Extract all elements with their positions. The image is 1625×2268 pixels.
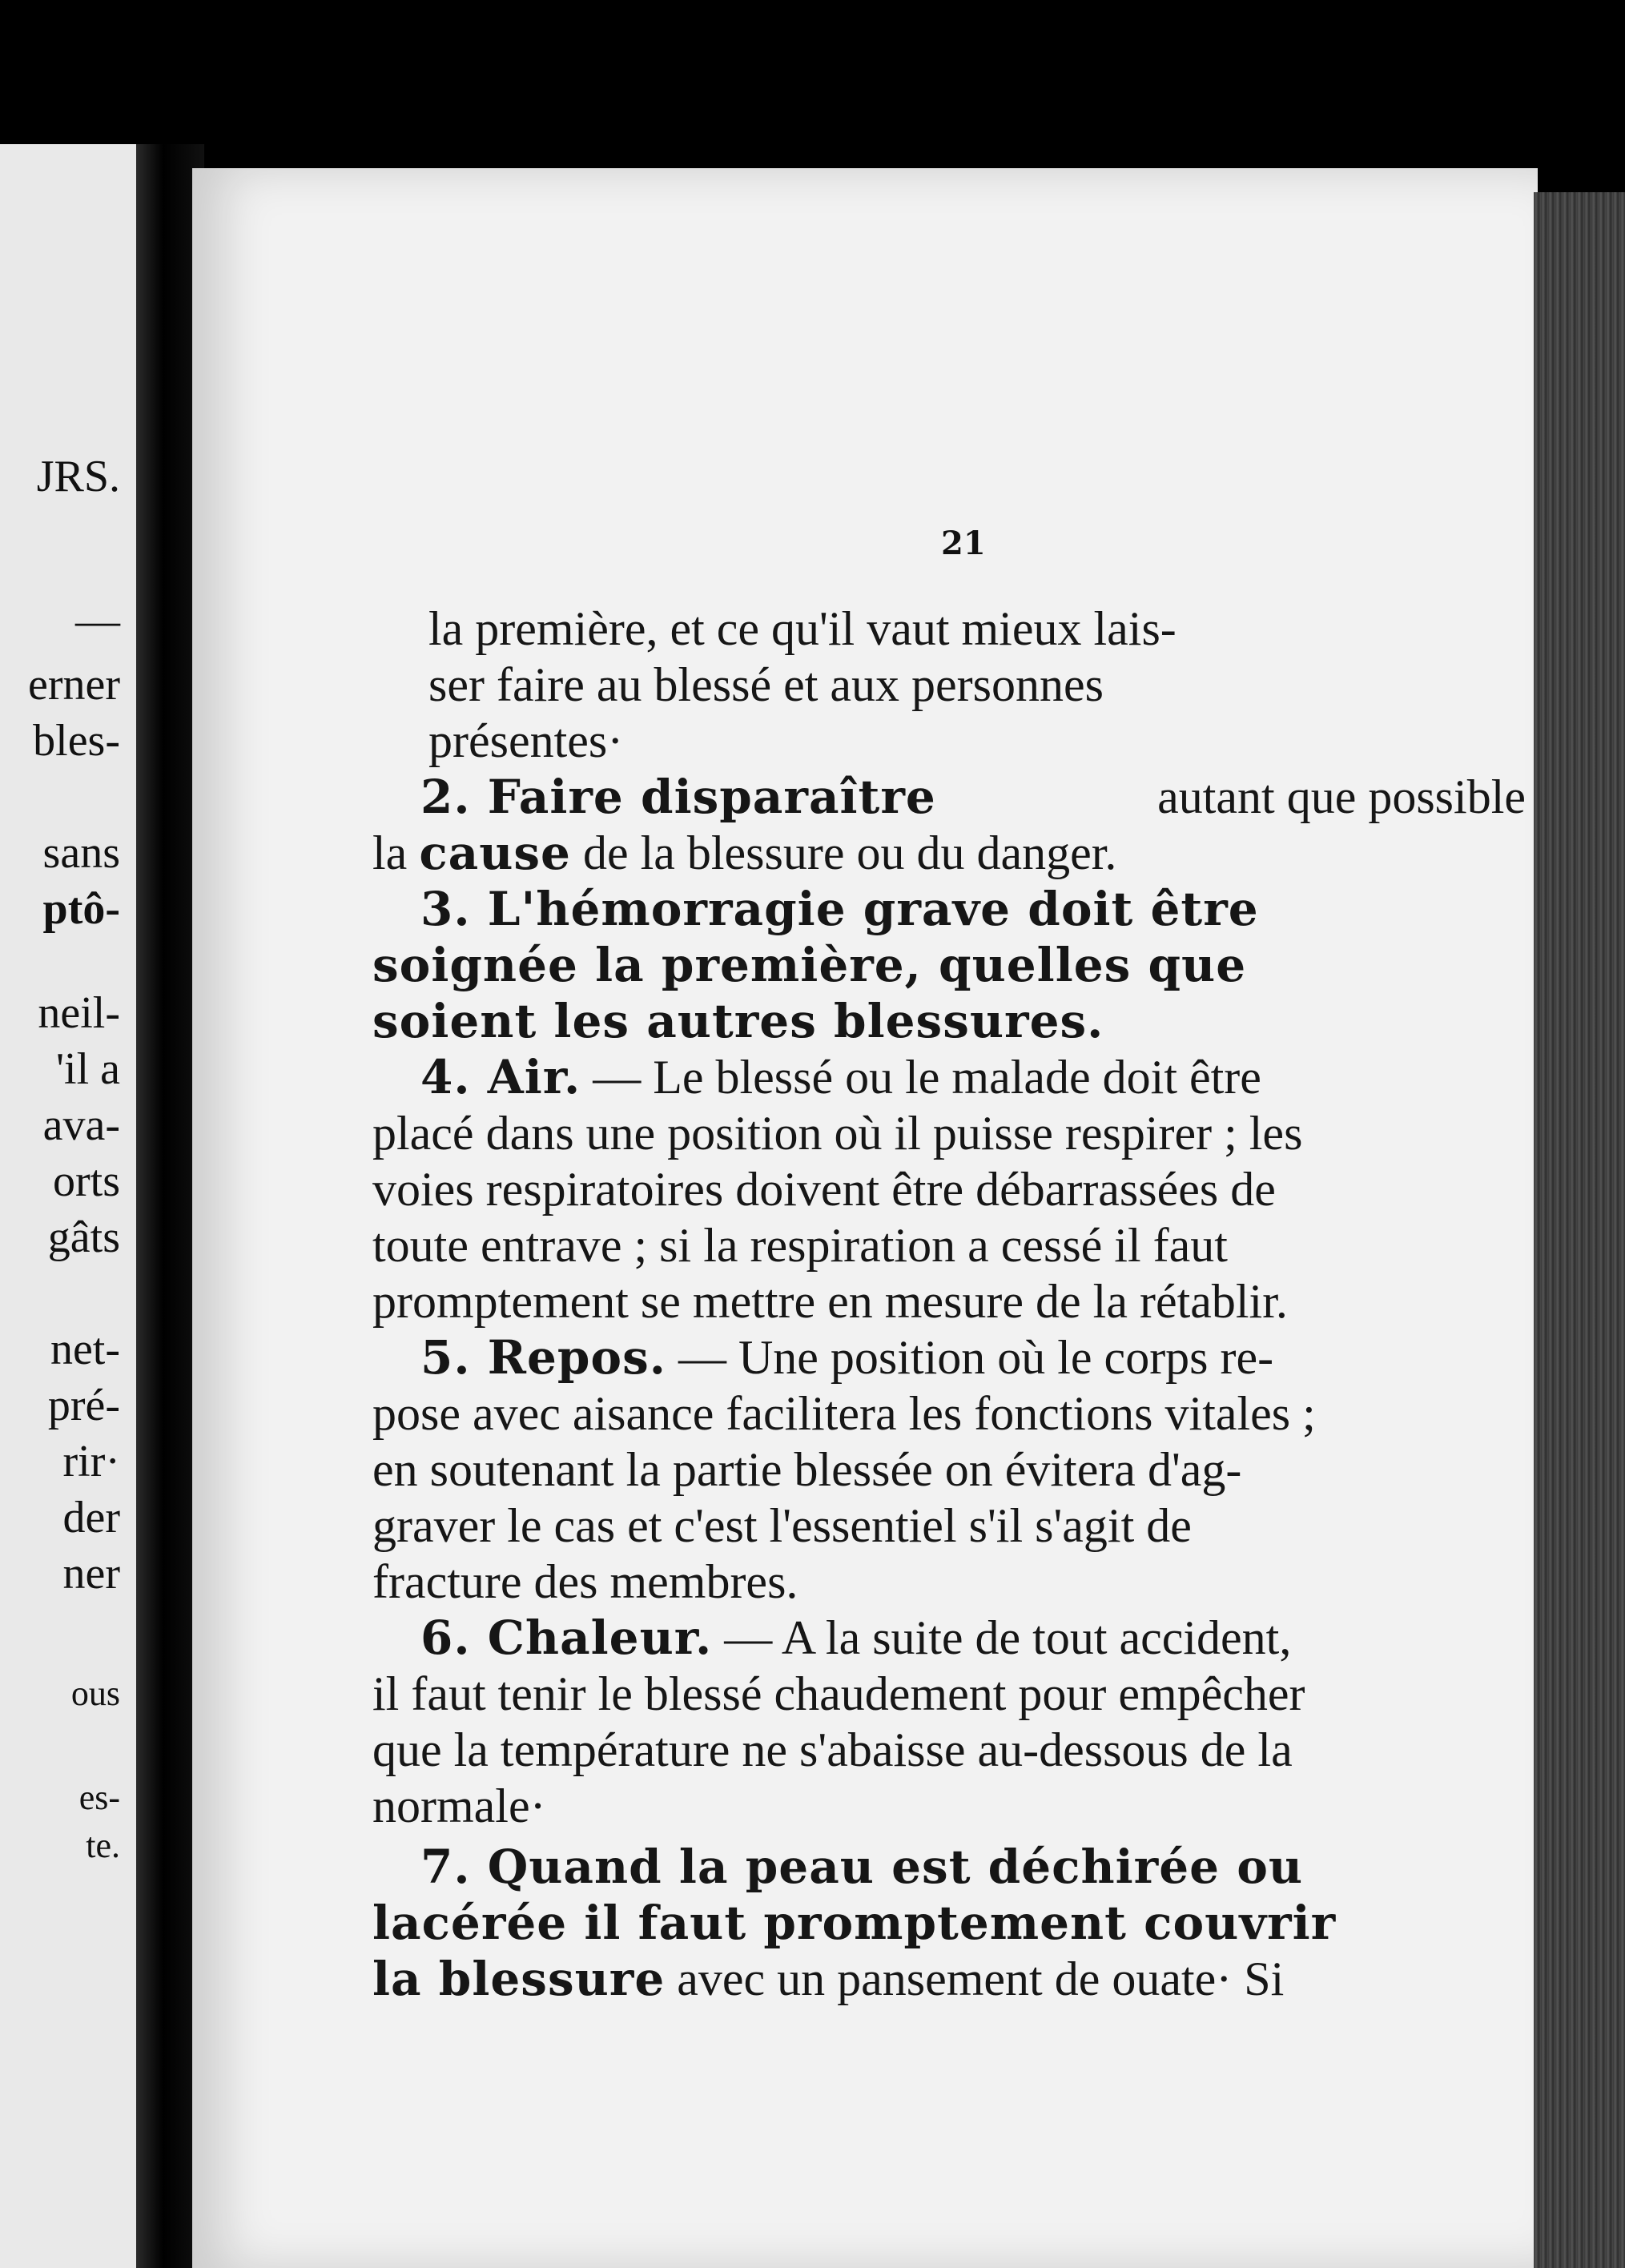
text-span: en soutenant la partie blessée on évitera d'ag- xyxy=(372,1443,1242,1496)
left-line: gâts xyxy=(47,1212,120,1262)
paragraph-4-line xyxy=(372,1161,1526,1217)
text-span: autant que possible xyxy=(1157,770,1526,823)
bold-term: cause xyxy=(419,826,571,880)
left-line: pré- xyxy=(47,1381,120,1430)
text-span: graver le cas et c'est l'essentiel s'il s'agit de xyxy=(372,1499,1192,1552)
paragraph-4-line xyxy=(372,1273,1526,1329)
left-line: erner xyxy=(27,660,120,710)
bold-heading: 6. Chaleur. xyxy=(420,1611,713,1665)
left-line: ava- xyxy=(42,1100,120,1150)
bold-text: soient les autres blessures. xyxy=(372,994,1104,1048)
left-line: ous xyxy=(70,1674,120,1713)
bold-heading: 2. Faire disparaître xyxy=(420,770,936,824)
page-number: 21 xyxy=(941,525,986,562)
paragraph-2-line xyxy=(372,769,1526,825)
paragraph-7-line xyxy=(372,1951,1526,2007)
bold-text: la blessure xyxy=(372,1952,666,2006)
text-span: — A la suite de tout accident, xyxy=(724,1611,1292,1664)
bold-heading: 5. Repos. xyxy=(420,1330,666,1385)
left-line: — xyxy=(75,596,120,645)
text-span: la première, et ce qu'il vaut mieux lais- xyxy=(428,602,1177,655)
text-span: promptement se mettre en mesure de la rétablir. xyxy=(372,1275,1288,1328)
paragraph-4-line xyxy=(372,1217,1526,1273)
text-span: normale· xyxy=(372,1779,546,1832)
page-edges xyxy=(1534,192,1625,2268)
text-line xyxy=(372,657,1526,713)
left-line: net- xyxy=(50,1325,120,1374)
text-span: ser faire au blessé et aux personnes xyxy=(428,658,1104,711)
left-line: ptô- xyxy=(42,884,120,934)
paragraph-6-line xyxy=(372,1610,1526,1666)
text-span: — Une position où le corps re- xyxy=(678,1331,1274,1384)
paragraph-7-line xyxy=(372,1895,1526,1951)
paragraph-5-line xyxy=(372,1329,1526,1385)
left-line: JRS. xyxy=(36,452,120,501)
text-span: que la température ne s'abaisse au-dessous de la xyxy=(372,1723,1293,1776)
bold-heading: 7. Quand la peau est déchirée ou xyxy=(420,1840,1304,1894)
paragraph-4-line xyxy=(372,1049,1526,1105)
paragraph-6-line xyxy=(372,1778,1526,1834)
paragraph-2-line xyxy=(372,825,1526,881)
left-line: te. xyxy=(86,1826,120,1865)
left-line: rir· xyxy=(62,1437,120,1486)
text-span: — Le blessé ou le malade doit être xyxy=(593,1051,1261,1104)
left-line: orts xyxy=(53,1156,120,1206)
paragraph-5-line xyxy=(372,1554,1526,1610)
text-span: pose avec aisance facilitera les fonctions vitales ; xyxy=(372,1387,1316,1440)
text-span: il faut tenir le blessé chaudement pour empêcher xyxy=(372,1667,1305,1720)
text-span: avec un pansement de ouate· Si xyxy=(677,1952,1285,2005)
page-body xyxy=(372,601,1526,2007)
bold-text: lacérée il faut promptement couvrir xyxy=(372,1896,1337,1950)
left-line: der xyxy=(62,1493,120,1542)
paragraph-3-line xyxy=(372,881,1526,937)
bold-heading: 4. Air. xyxy=(420,1050,581,1104)
paragraph-3-line xyxy=(372,993,1526,1049)
text-span: voies respiratoires doivent être débarrassées de xyxy=(372,1163,1276,1216)
text-span: la xyxy=(372,826,408,879)
left-line: 'il a xyxy=(55,1044,120,1094)
paragraph-5-line xyxy=(372,1498,1526,1554)
paragraph-6-line xyxy=(372,1666,1526,1722)
text-span: présentes· xyxy=(428,714,624,767)
text-span: toute entrave ; si la respiration a cessé il faut xyxy=(372,1219,1228,1272)
bold-heading: 3. L'hémorragie grave doit être xyxy=(420,882,1259,936)
paragraph-4-line xyxy=(372,1105,1526,1161)
text-line xyxy=(372,601,1526,657)
text-span: de la blessure ou du danger. xyxy=(582,826,1117,879)
left-line: bles- xyxy=(33,716,120,766)
text-span: placé dans une position où il puisse respirer ; les xyxy=(372,1107,1303,1160)
text-span: fracture des membres. xyxy=(372,1555,798,1608)
paragraph-6-line xyxy=(372,1722,1526,1778)
paragraph-5-line xyxy=(372,1385,1526,1442)
paragraph-7-line xyxy=(372,1839,1526,1895)
left-page-text xyxy=(0,144,136,2268)
left-line: ner xyxy=(62,1549,120,1598)
right-page xyxy=(192,168,1538,2268)
left-line: es- xyxy=(78,1778,120,1817)
text-line xyxy=(372,713,1526,769)
bold-text: soignée la première, quelles que xyxy=(372,938,1247,992)
paragraph-3-line xyxy=(372,937,1526,993)
left-line: sans xyxy=(42,828,120,878)
paragraph-5-line xyxy=(372,1442,1526,1498)
left-line: neil- xyxy=(38,988,120,1038)
